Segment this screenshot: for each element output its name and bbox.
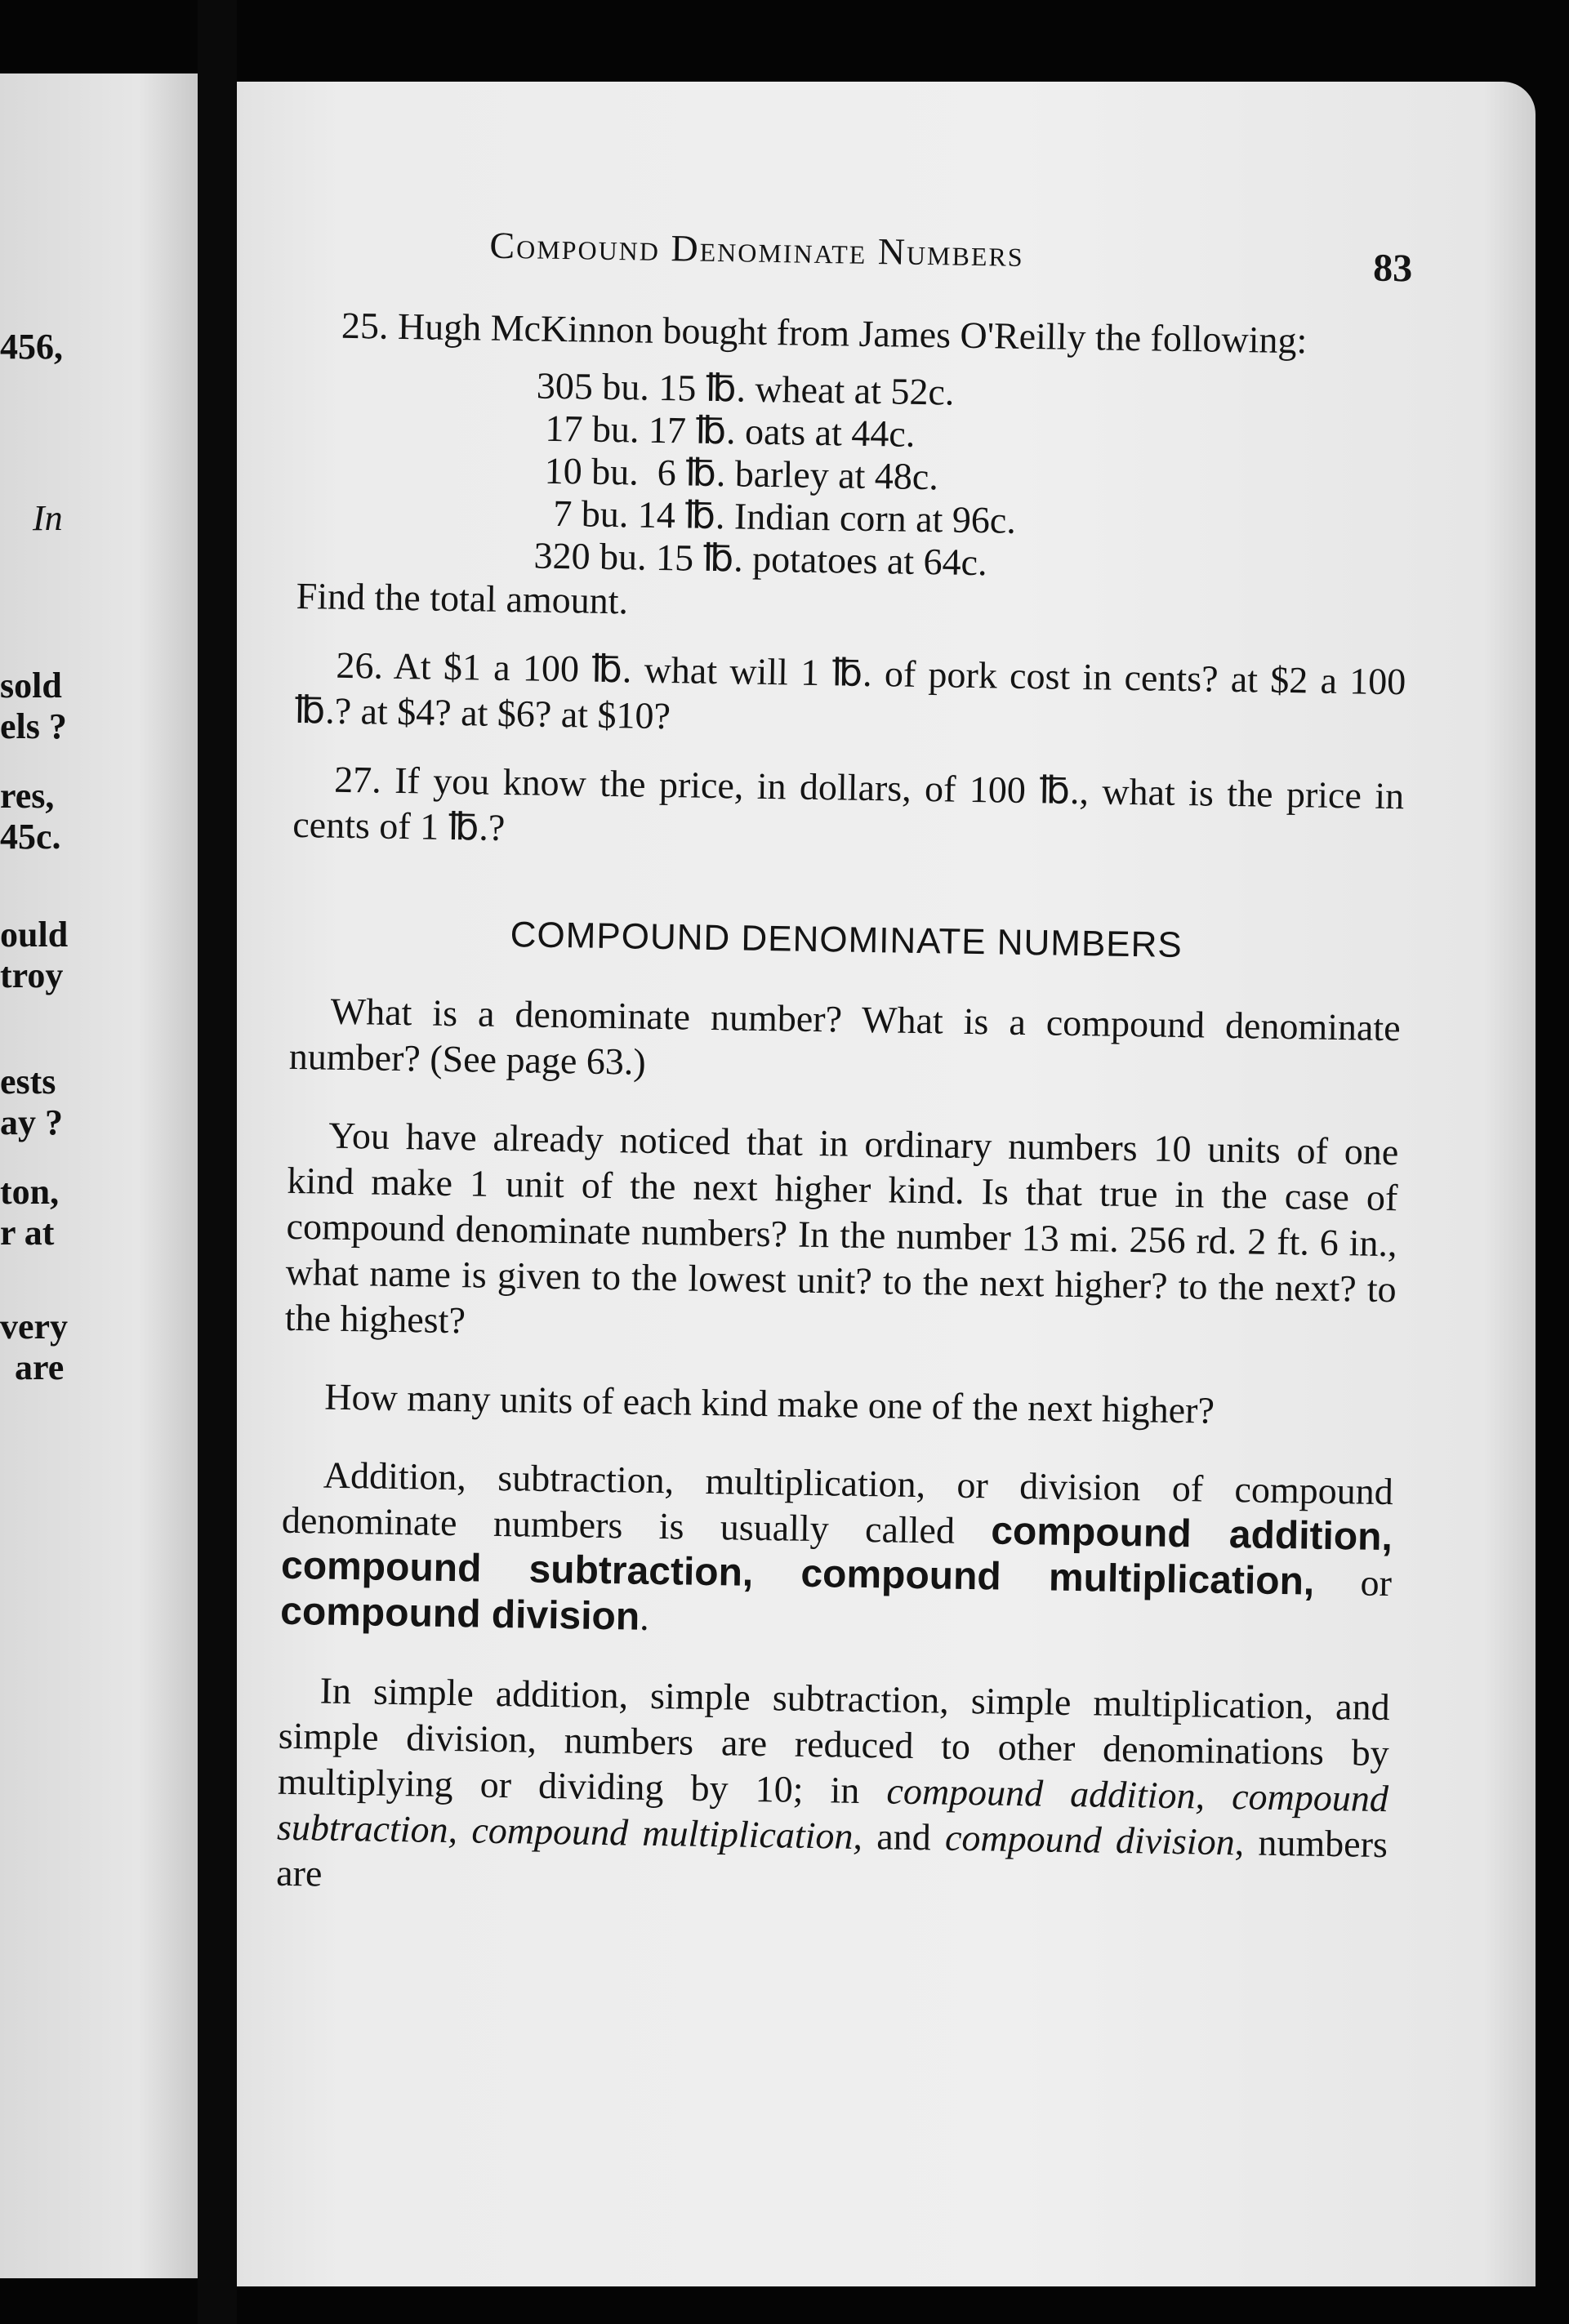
paragraph-1: What is a denominate number? What is a compound denominate number? (See page 63.) [288,990,1402,1083]
purchase-item: 305 bu. 15 ℔. wheat at 52c. [536,364,955,413]
left-fragment: 45c. [0,817,61,857]
book-page [237,82,1536,2286]
bold-terms: compound addition, compound subtraction, compound multiplication, [280,1509,1393,1604]
paragraph-4-lead: Addition, subtraction, multiplication, or division of compound denominate numbers is usually called [281,1454,1394,1552]
left-fragment: In [33,498,63,538]
left-fragment: ay ? [0,1102,63,1142]
page-number: 83 [1372,246,1413,291]
problem-25-question: Find the total amount. [296,574,629,622]
running-title: Compound Denominate Numbers [489,224,1025,274]
purchase-item: 320 bu. 15 ℔. potatoes at 64c. [533,534,987,584]
left-fragment: very [0,1307,69,1347]
problem-27: 27. If you know the price, in dollars, of 100 ℔., what is the price in cents of 1 ℔.? [292,758,1405,848]
left-fragment: troy [0,955,64,995]
book-spine [198,0,237,2324]
paragraph-2: You have already noticed that in ordinary numbers 10 units of one kind make 1 unit of the next higher kind. Is that true in the case of compound denominate numbers? In the number 13 mi. 256 rd. 2 ft. 6 in., what name is given to the lowest unit? to the next higher? to the next? to the highest? [284,1114,1399,1342]
purchase-list [533,365,1411,591]
left-fragment: ould [0,915,69,955]
paragraph-4 [280,1452,1393,1652]
problem-26: 26. At $1 a 100 ℔. what will 1 ℔. of pork cost in cents? at $2 a 100 ℔.? at $4? at $6? at $10? [294,643,1406,737]
left-page-edge [0,73,198,2278]
paragraph-5-and: and [862,1815,946,1859]
left-fragment: els ? [0,706,67,746]
bold-term-division: compound division [279,1589,640,1639]
left-fragment: ests [0,1062,56,1102]
paragraph-3: How many units of each kind make one of the next higher? [323,1375,1215,1431]
italic-term-division: compound division [944,1816,1236,1863]
italic-terms: compound addition, compound subtraction, compound multiplication, [276,1770,1389,1858]
left-fragment: ton, [0,1172,60,1212]
page-content [276,220,1413,1913]
running-header [301,220,1412,319]
left-fragment: r at [0,1213,55,1253]
left-fragment: are [15,1347,65,1387]
purchase-item: 7 bu. 14 ℔. Indian corn at 96c. [534,492,1017,541]
left-fragment: 456, [0,327,63,367]
left-fragment: sold [0,666,62,706]
paragraph-5-lead: In simple addition, simple subtraction, simple multiplication, and simple division, numbers are reduced to other denominations by multiplying or dividing by 10; in [277,1669,1390,1812]
section-title: COMPOUND DENOMINATE NUMBERS [510,915,1183,966]
paragraph-4-end: . [639,1596,650,1638]
purchase-item: 10 bu. 6 ℔. barley at 48c. [534,449,939,498]
paragraph-4-or: or [1313,1560,1393,1605]
left-fragment: res, [0,776,55,816]
paragraph-5-end: , numbers are [275,1821,1388,1894]
purchase-item: 17 bu. 17 ℔. oats at 44c. [535,407,916,455]
paragraph-5 [276,1667,1390,1913]
problem-25-intro: 25. Hugh McKinnon bought from James O'Reilly the following: [341,304,1308,362]
